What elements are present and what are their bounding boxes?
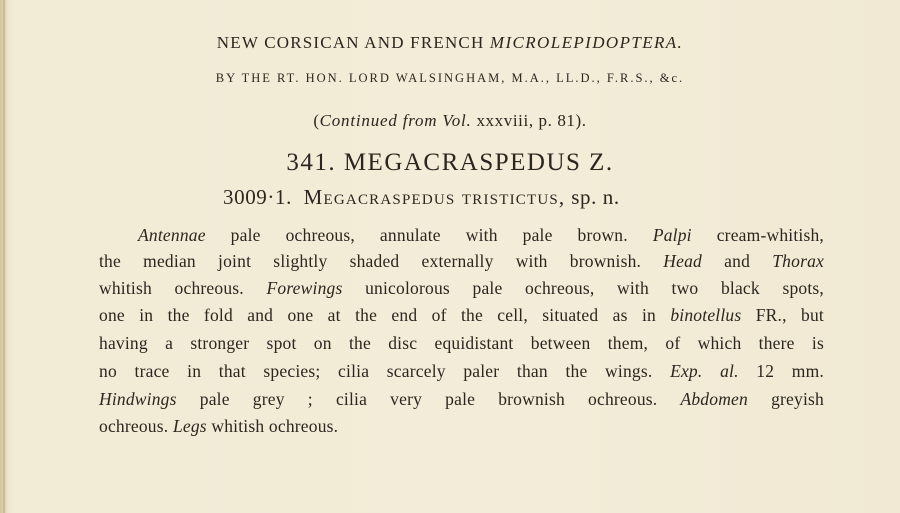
continued-italic: Continued from Vol.	[319, 111, 472, 130]
description-line-5: having a stronger spot on the disc equidistant between them, of which there is	[99, 333, 824, 353]
continued-open: (	[313, 111, 320, 130]
species-number: 3009·1.	[223, 185, 292, 209]
text: unicolorous pale ochreous, with two black spots,	[342, 278, 824, 298]
text: whitish ochreous.	[206, 416, 339, 436]
description-line-3	[99, 278, 824, 299]
term-legs: Legs	[172, 416, 207, 436]
continued-note	[0, 111, 900, 131]
author-byline: BY THE RT. HON. LORD WALSINGHAM, M.A., LL.D., F.R.S., &c.	[215, 71, 685, 85]
text: 12 mm.	[738, 361, 825, 381]
text: ochreous.	[99, 416, 173, 436]
article-title	[0, 33, 900, 53]
term-hindwings: Hindwings	[99, 389, 177, 409]
text: the median joint slightly shaded externally with brownish.	[99, 251, 664, 271]
text: cream-whitish,	[691, 225, 824, 245]
title-italic: MICROLEPIDOPTERA.	[489, 33, 684, 52]
description-line-7	[99, 389, 824, 410]
text: one in the fold and one at the end of the cell, situated as in	[99, 305, 671, 325]
genus-heading: 341. MEGACRASPEDUS Z.	[286, 149, 614, 176]
continued-rest: xxxviii, p. 81).	[471, 111, 587, 130]
text: and	[702, 251, 773, 271]
text: whitish ochreous.	[99, 278, 267, 298]
term-thorax: Thorax	[772, 251, 824, 271]
description-line-2	[99, 251, 824, 272]
description-line-4	[99, 305, 824, 326]
text: greyish	[747, 389, 824, 409]
description-line-6	[99, 361, 824, 382]
text: FR., but	[741, 305, 824, 325]
text: pale ochreous, annulate with pale brown.	[205, 225, 653, 245]
term-palpi: Palpi	[652, 225, 692, 245]
term-head: Head	[663, 251, 702, 271]
text: pale grey ; cilia very pale brownish ochreous.	[176, 389, 681, 409]
description-line-1	[138, 225, 824, 246]
description-line-8	[99, 416, 824, 437]
term-exp-al: Exp. al.	[670, 361, 739, 381]
text: no trace in that species; cilia scarcely paler than the wings.	[99, 361, 671, 381]
term-binotellus: binotellus	[670, 305, 742, 325]
term-antennae: Antennae	[138, 225, 206, 245]
species-name: Megacraspedus tristictus,	[303, 185, 566, 209]
title-text: NEW CORSICAN AND FRENCH	[216, 33, 490, 52]
term-forewings: Forewings	[266, 278, 343, 298]
term-abdomen: Abdomen	[680, 389, 748, 409]
species-suffix: sp. n.	[565, 185, 620, 209]
species-heading	[223, 185, 620, 210]
